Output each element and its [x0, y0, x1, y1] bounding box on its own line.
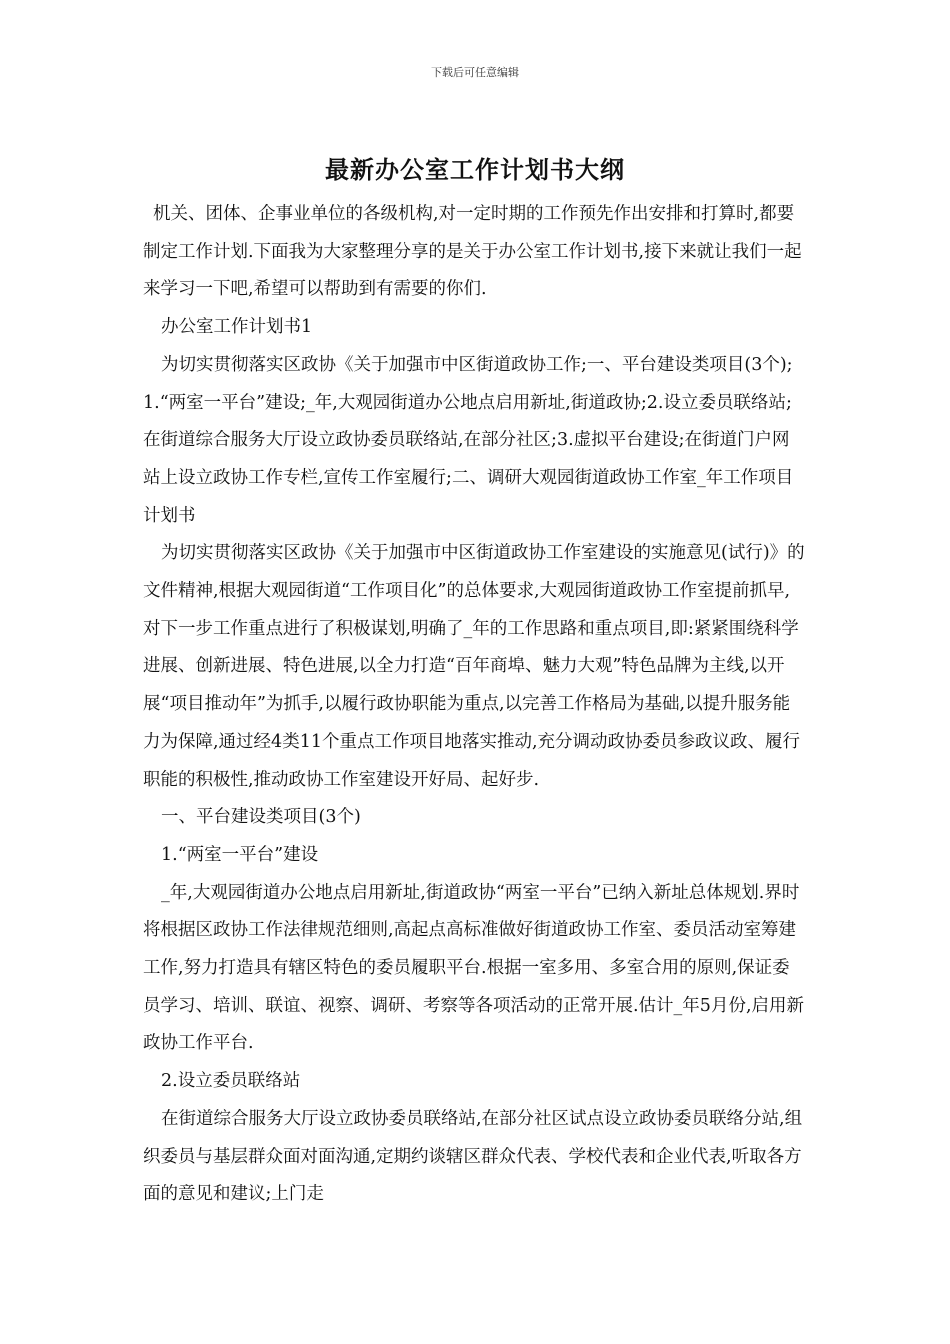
paragraph: 在街道综合服务大厅设立政协委员联络站,在部分社区试点设立政协委员联络分站,组织委员与基层群众面对面沟通,定期约谈辖区群众代表、学校代表和企业代表,听取各方面的意见和建议;上门走 — [143, 1108, 803, 1205]
paragraph-heading: 1.“两室一平台”建设 — [161, 844, 319, 865]
document-title: 最新办公室工作计划书大纲 — [325, 156, 625, 184]
paragraph: 为切实贯彻落实区政协《关于加强市中区街道政协工作;一、平台建设类项目(3个);1.“两室一平台”建设;_年,大观园街道办公地点启用新址,街道政协;2.设立委员联络站;在街道综合服务大厅设立政协委员联络站,在部分社区;3.虚拟平台建设;在街道门户网站上设立政协工作专栏,宣传工作室履行;二、调研大观园街道政协工作室_年工作项目计划书 — [143, 354, 794, 526]
paragraph: 为切实贯彻落实区政协《关于加强市中区街道政协工作室建设的实施意见(试行)》的文件精神,根据大观园街道“工作项目化”的总体要求,大观园街道政协工作室提前抓早,对下一步工作重点进行了积极谋划,明确了_年的工作思路和重点项目,即:紧紧围绕科学进展、创新进展、特色进展,以全力打造“百年商埠、魅力大观”特色品牌为主线,以开展“项目推动年”为抓手,以履行政协职能为重点,以完善工作格局为基础,以提升服务能力为保障,通过经4类11个重点工作项目地落实推动,充分调动政协委员参政议政、履行职能的积极性,推动政协工作室建设开好局、起好步. — [143, 543, 805, 790]
paragraph: _年,大观园街道办公地点启用新址,街道政协“两室一平台”已纳入新址总体规划.界时将根据区政协工作法律规范细则,高起点高标准做好街道政协工作室、委员活动室筹建工作,努力打造具有辖区特色的委员履职平台.根据一室多用、多室合用的原则,保证委员学习、培训、联谊、视察、调研、考察等各项活动的正常开展.估计_年5月份,启用新政协工作平台. — [143, 882, 805, 1054]
paragraph-heading: 一、平台建设类项目(3个) — [161, 807, 361, 828]
document-body — [143, 196, 807, 1214]
paragraph-intro: 机关、团体、企事业单位的各级机构,对一定时期的工作预先作出安排和打算时,都要制定工作计划.下面我为大家整理分享的是关于办公室工作计划书,接下来就让我们一起来学习一下吧,希望可以帮助到有需要的你们. — [143, 204, 802, 300]
paragraph-heading: 2.设立委员联络站 — [161, 1071, 301, 1092]
paragraph-heading: 办公室工作计划书1 — [161, 317, 313, 338]
header-note: 下载后可任意编辑 — [431, 66, 519, 79]
